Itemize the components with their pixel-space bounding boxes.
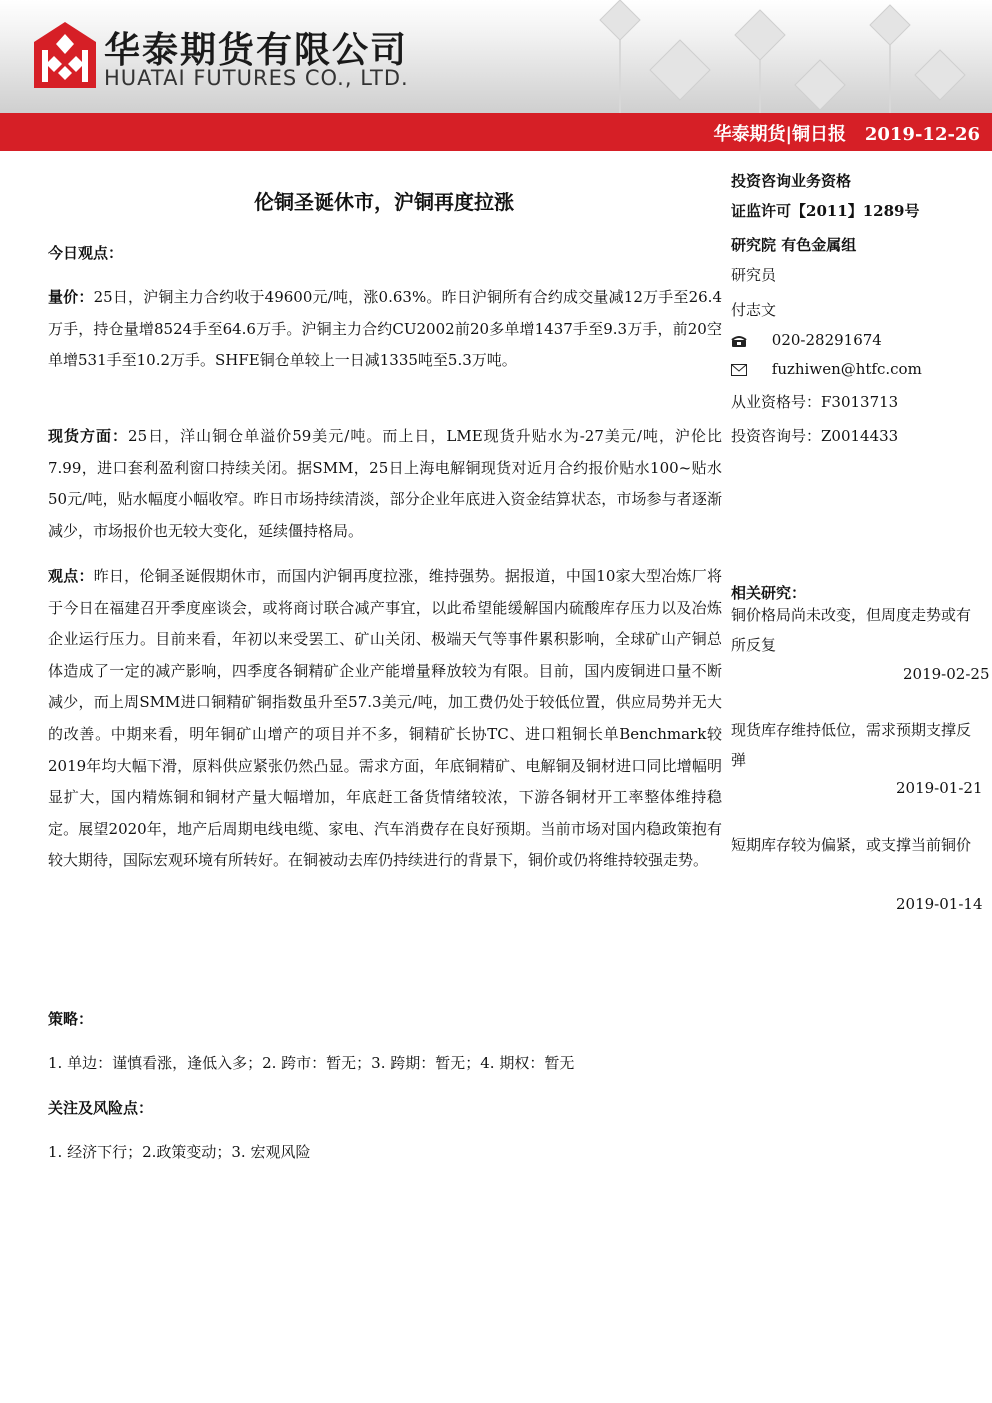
license-number: 证监许可【2011】1289号 xyxy=(731,202,920,220)
spot-text: 25日，洋山铜仓单溢价59美元/吨。而上日，LME现货升贴水为-27美元/吨，沪伦比7.99，进口套利盈利窗口持续关闭。据SMM，25日上海电解铜现货对近月合约报价贴水100~贴水50元/吨，贴水幅度小幅收窄。昨日市场持续清淡，部分企业年底进入资金结算状态，市场参与者逐渐减少，市场报价也无较大变化，延续僵持格局。 xyxy=(48,427,722,540)
report-banner-text xyxy=(713,120,980,146)
analyst-name: 付志文 xyxy=(731,301,777,319)
report-type: 华泰期货|铜日报 xyxy=(713,124,847,145)
email-address[interactable]: fuzhiwen@htfc.com xyxy=(771,360,922,378)
price-label: 量价： xyxy=(48,288,94,306)
phone-icon xyxy=(731,335,747,347)
risk-line: 1. 经济下行；2.政策变动；3. 宏观风险 xyxy=(48,1143,311,1161)
company-name-en: HUATAI FUTURES CO., LTD. xyxy=(104,66,409,90)
analyst-role: 研究员 xyxy=(731,266,777,284)
header-decoration xyxy=(560,0,992,113)
related-item-date: 2019-02-25 xyxy=(903,665,990,683)
related-item-date: 2019-01-21 xyxy=(896,779,983,797)
related-item-title[interactable]: 现货库存维持低位，需求预期支撑反弹 xyxy=(731,721,972,769)
view-paragraph xyxy=(48,561,722,877)
spot-label: 现货方面： xyxy=(48,427,129,445)
price-text: 25日，沪铜主力合约收于49600元/吨，涨0.63%。昨日沪铜所有合约成交量减12万手至26.4万手，持仓量增8524手至64.6万手。沪铜主力合约CU2002前20多单增1437手至9.3万手，前20空单增531手至10.2万手。SHFE铜仓单较上一日减1335吨至5.3万吨。 xyxy=(48,288,722,370)
related-item-title[interactable]: 铜价格局尚未改变，但周度走势或有所反复 xyxy=(731,606,972,654)
price-volume-paragraph xyxy=(48,282,722,377)
company-name-cn: 华泰期货有限公司 xyxy=(104,30,409,71)
view-text: 昨日，伦铜圣诞假期休市，而国内沪铜再度拉涨，维持强势。据报道，中国10家大型冶炼厂将于今日在福建召开季度座谈会，或将商讨联合减产事宜，以此希望能缓解国内硫酸库存压力以及冶炼企业运行压力。目前来看，年初以来受罢工、矿山关闭、极端天气等事件累积影响，全球矿山产铜总体造成了一定的减产影响，四季度各铜精矿企业产能增量释放较为有限。目前，国内废铜进口量不断减少，而上周SMM进口铜精矿铜指数虽升至57.3美元/吨，加工费仍处于较低位置，供应局势并无大的改善。中期来看，明年铜矿山增产的项目并不多，铜精矿长协TC、进口粗铜长单Benchmark较2019年均大幅下滑，原料供应紧张仍然凸显。需求方面，年底铜精矿、电解铜及铜材进口同比增幅明显扩大，国内精炼铜和铜材产量大幅增加，年底赶工备货情绪较浓，下游各铜材开工率整体维持稳定。展望2020年，地产后周期电线电缆、家电、汽车消费存在良好预期。当前市场对国内稳政策抱有较大期待，国际宏观环境有所转好。在铜被动去库仍持续进行的背景下，铜价或仍将维持较强走势。 xyxy=(48,567,722,870)
research-dept: 研究院 有色金属组 xyxy=(731,236,857,254)
mail-icon xyxy=(731,364,747,376)
strategy-line: 1. 单边：谨慎看涨，逢低入多；2. 跨市：暂无；3. 跨期：暂无；4. 期权：暂无 xyxy=(48,1054,575,1072)
strategy-heading: 策略： xyxy=(48,1010,94,1028)
email-row xyxy=(731,360,922,378)
related-research-heading: 相关研究： xyxy=(731,584,807,602)
consulting-number: 投资咨询号：Z0014433 xyxy=(731,427,899,445)
today-view-heading: 今日观点： xyxy=(48,244,124,262)
certification-number: 从业资格号：F3013713 xyxy=(731,393,899,411)
phone-number: 020-28291674 xyxy=(771,331,882,349)
report-title: 伦铜圣诞休市，沪铜再度拉涨 xyxy=(254,190,514,214)
related-item-date: 2019-01-14 xyxy=(896,895,983,913)
view-label: 观点： xyxy=(48,567,94,585)
phone-row xyxy=(731,331,882,349)
company-logo-icon xyxy=(34,22,96,88)
risk-heading: 关注及风险点： xyxy=(48,1099,154,1117)
related-item-title[interactable]: 短期库存较为偏紧，或支撑当前铜价 xyxy=(731,836,972,854)
spot-paragraph xyxy=(48,421,722,547)
report-date: 2019-12-26 xyxy=(864,124,980,145)
qualification-title: 投资咨询业务资格 xyxy=(731,172,852,190)
